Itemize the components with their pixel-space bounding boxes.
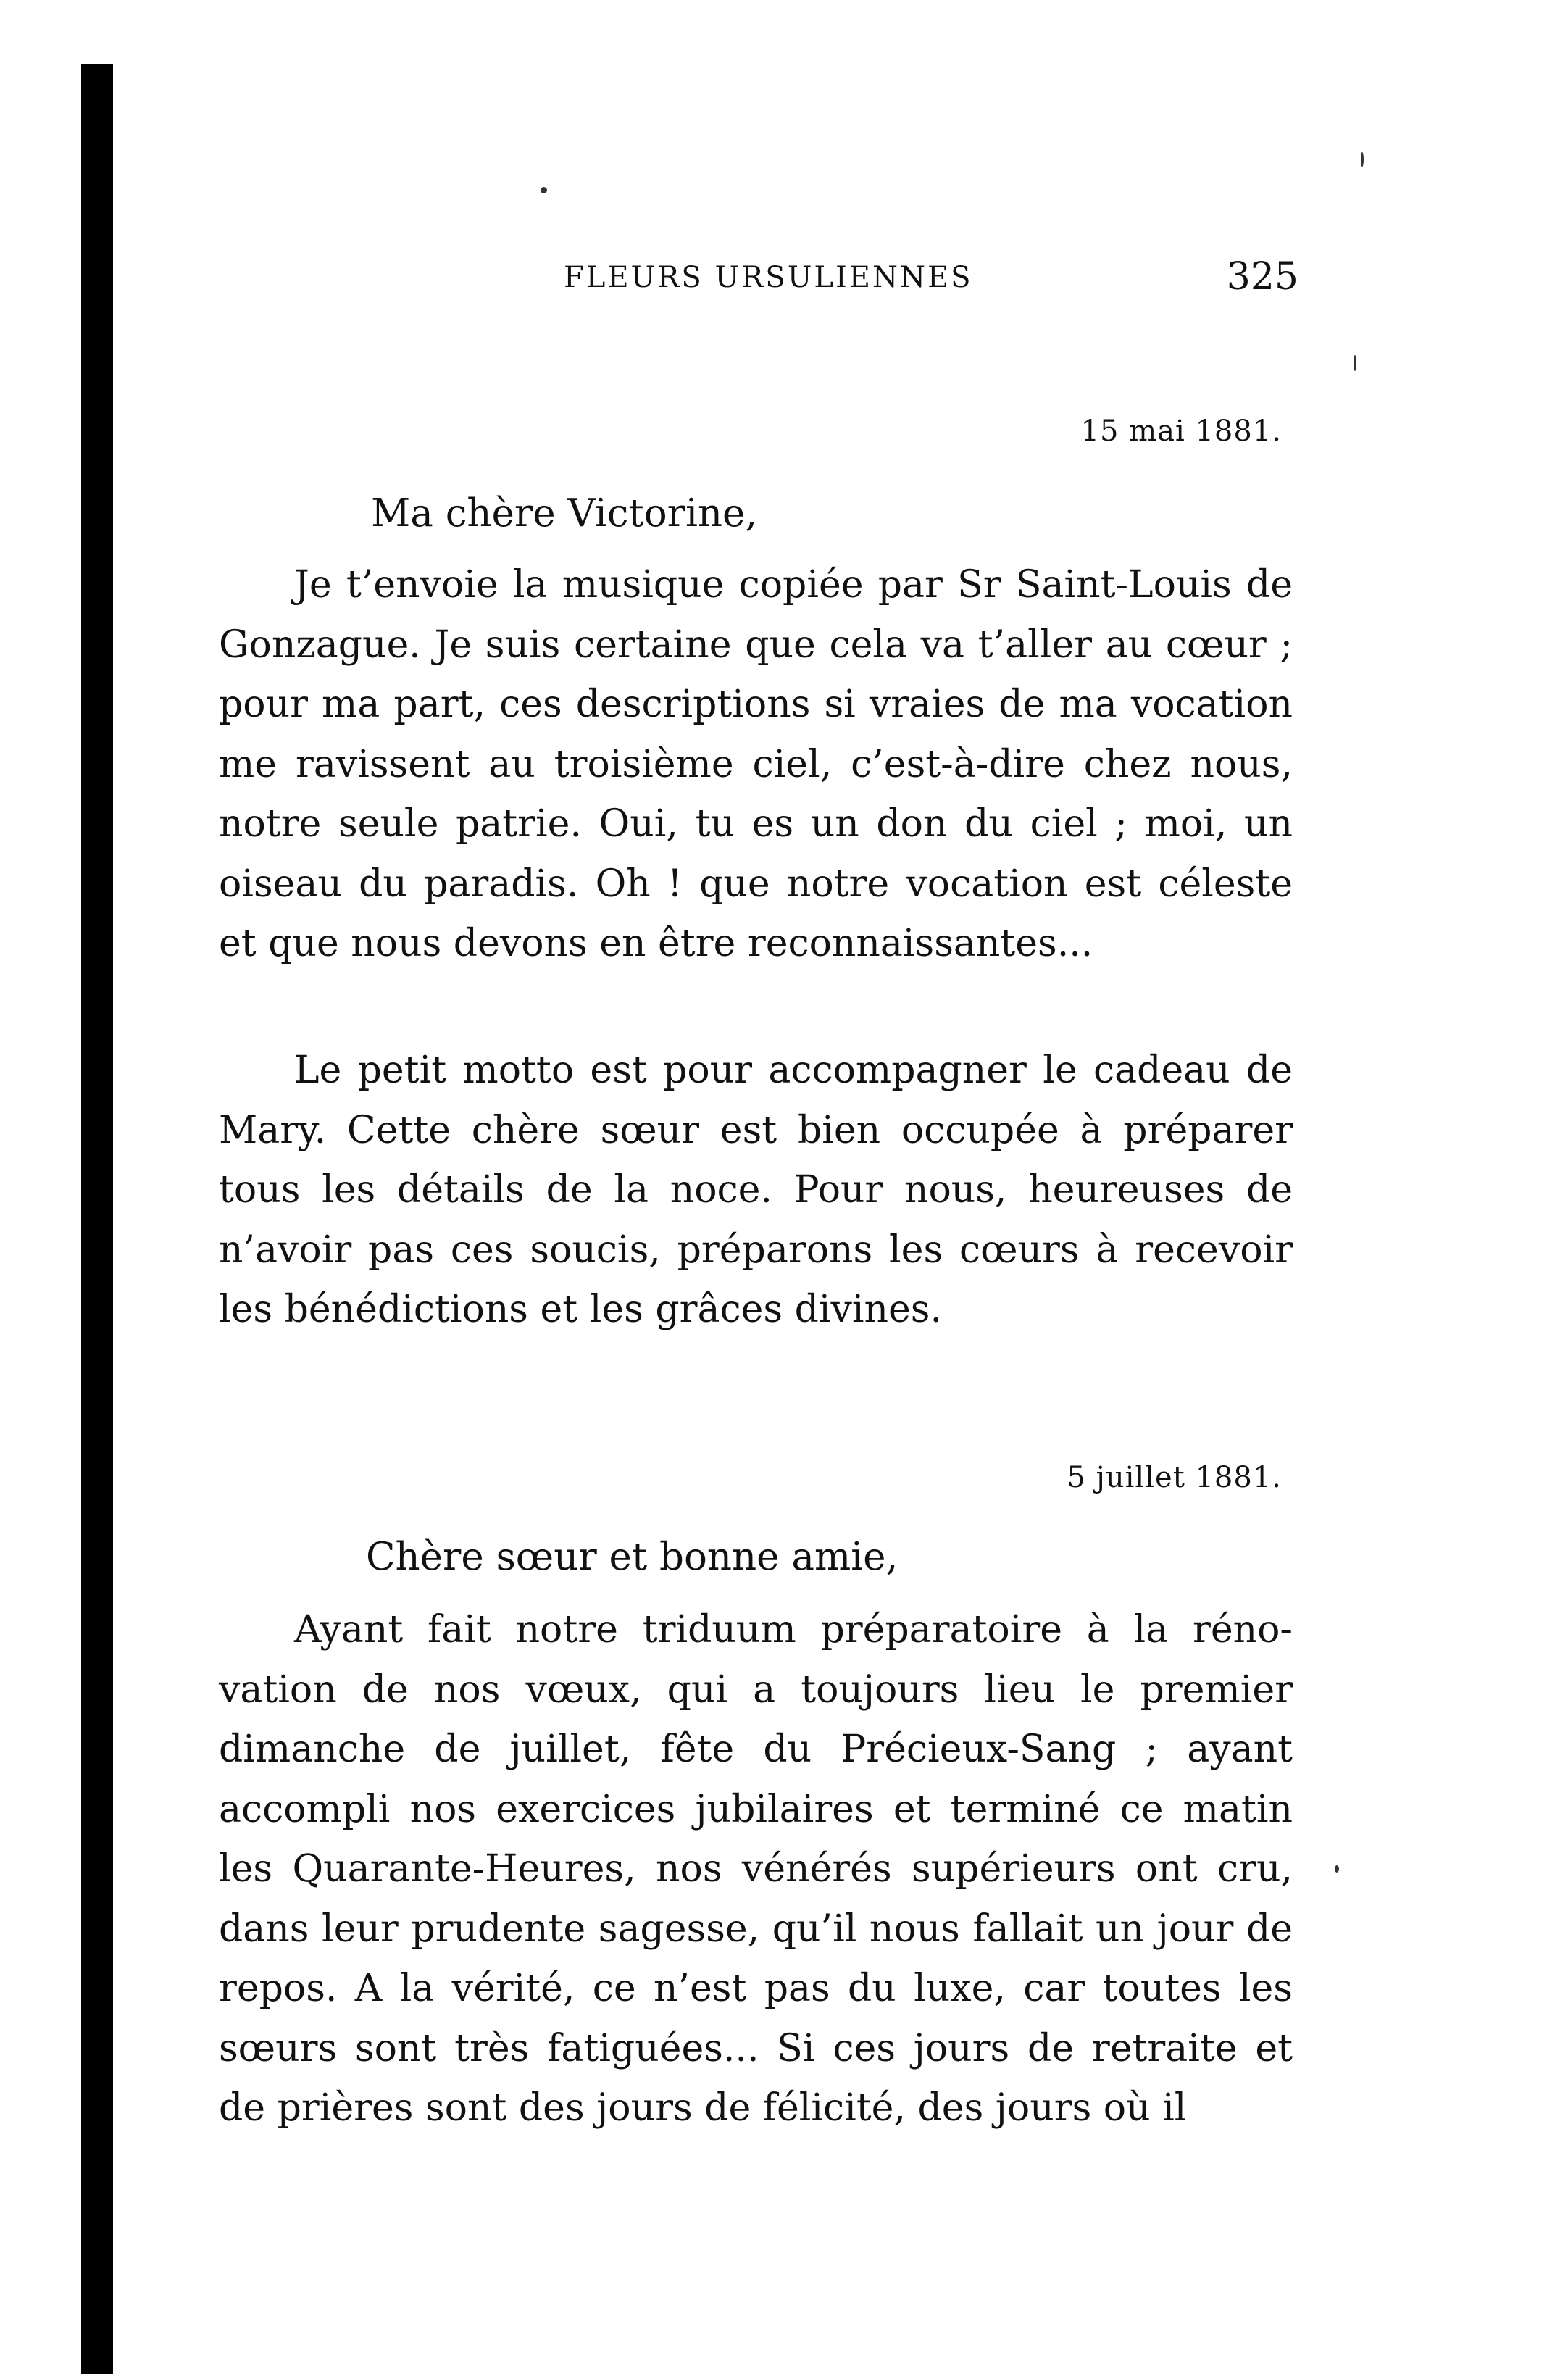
running-head: [217, 255, 1304, 306]
letter-salutation: Chère sœur et bonne amie,: [366, 1535, 898, 1579]
letter-paragraph: Le petit motto est pour accompagner le cadeau de Mary. Cette chère sœur est bien occupée à préparer tous les détails de la noce. Pour nous, heureuses de n’avoir pas ces soucis, préparons les cœurs à recevoir les bénédictions et les grâces divines.: [219, 1049, 1293, 1331]
page-number: 325: [1226, 255, 1298, 299]
letter-date: 15 mai 1881.: [1080, 415, 1282, 448]
letter-paragraph: Ayant fait notre triduum préparatoire à la rénovation de nos vœux, qui a toujours lieu le premier dimanche de juillet, fête du Précieux-Sang ; ayant accompli nos exercices jubilaires et terminé ce matin les Quarante-Heures, nos vénérés supérieurs ont cru, dans leur prudente sagesse, qu’il nous fallait un jour de repos. A la vérité, ce n’est pas du luxe, car toutes les sœurs sont très fatiguées... Si ces jours de retraite et de prières sont des jours de félicité, des jours où il: [219, 1608, 1293, 2130]
scan-speck: [1361, 152, 1364, 167]
running-title: FLEURS URSULIENNES: [564, 261, 973, 294]
letter-salutation: Ma chère Victorine,: [371, 491, 758, 536]
scan-speck: [1335, 1865, 1339, 1873]
letter-date: 5 juillet 1881.: [1067, 1461, 1282, 1494]
scan-speck: [1354, 355, 1356, 371]
page-binding-edge: [81, 64, 113, 2374]
scan-speck: [541, 187, 547, 193]
letter-paragraph: Je t’envoie la musique copiée par Sr Saint-Louis de Gonzague. Je suis certaine que cela va t’aller au cœur ; pour ma part, ces descriptions si vraies de ma vocation me ravissent au troisième ciel, c’est-à-dire chez nous, notre seule patrie. Oui, tu es un don du ciel ; moi, un oiseau du paradis. Oh ! que notre vocation est céleste et que nous devons en être reconnaissantes...: [219, 563, 1293, 965]
